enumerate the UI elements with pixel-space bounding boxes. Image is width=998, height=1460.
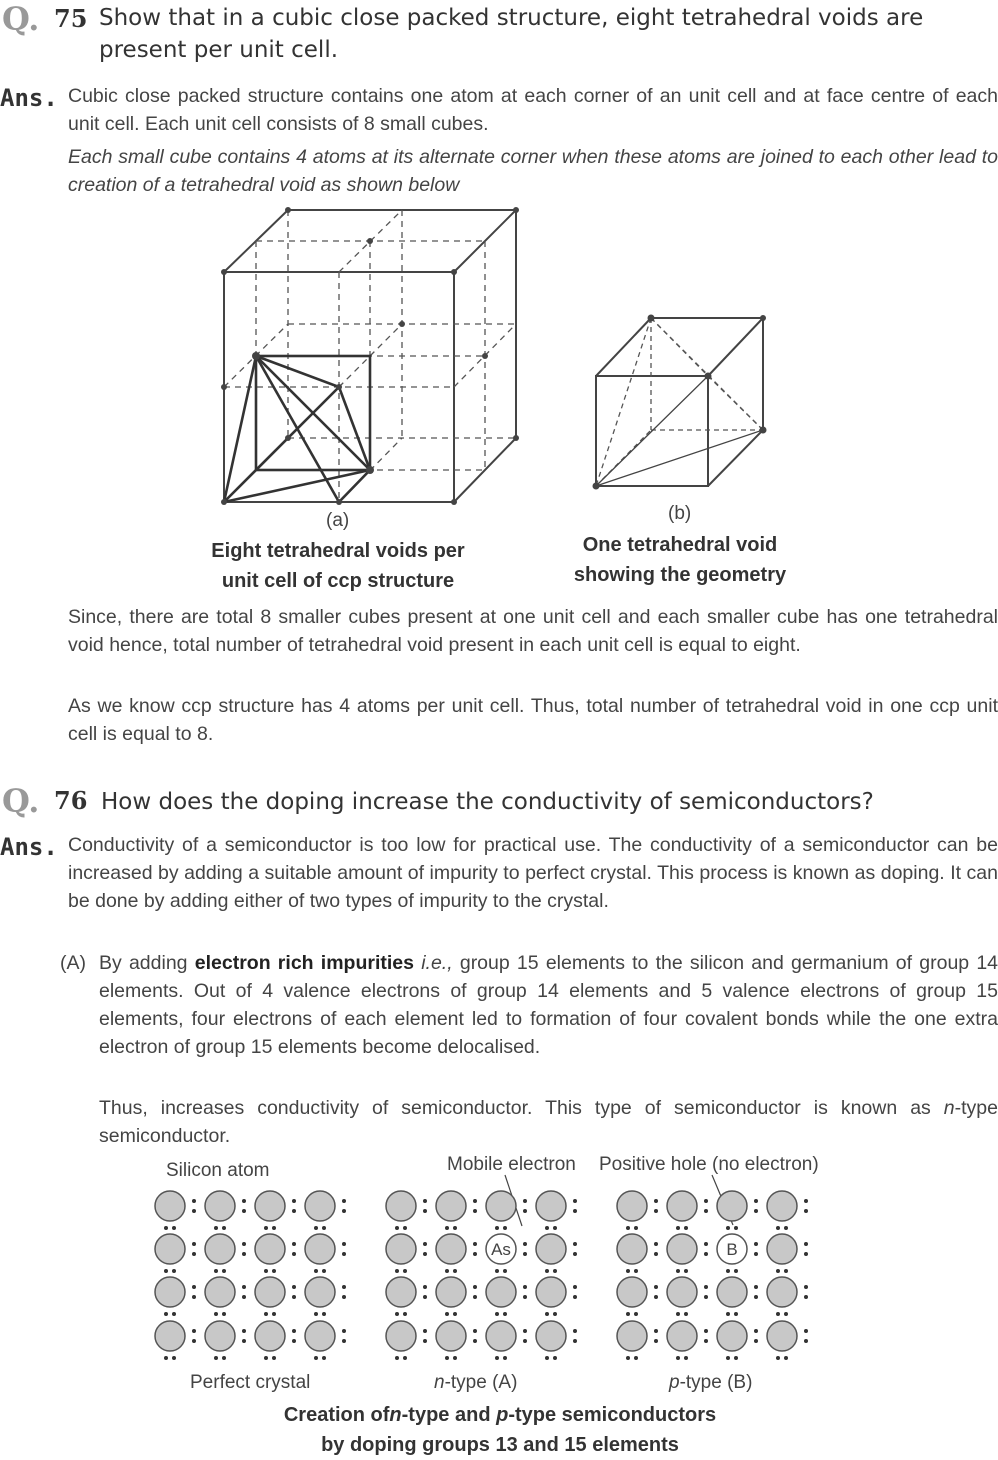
silicon-atom [255,1234,285,1264]
bond-electron [553,1269,557,1273]
silicon-atom [436,1234,466,1264]
bond-electron [704,1242,708,1246]
bond-electron [473,1329,477,1333]
bond-electron [754,1329,758,1333]
bond-electron [242,1242,246,1246]
silicon-atom [255,1277,285,1307]
bond-electron [523,1252,527,1256]
p-type-label: p-type (B) [669,1372,753,1393]
bond-electron [473,1339,477,1343]
bond-electron [322,1356,326,1360]
bond-electron [676,1269,680,1273]
bond-electron [445,1312,449,1316]
bond-electron [423,1252,427,1256]
bond-electron [784,1226,788,1230]
answer-paragraph: As we know ccp structure has 4 atoms per unit cell. Thus, total number of tetrahedral void in one ccp unit cell is equal to 8. [68,695,998,745]
bond-electron [342,1242,346,1246]
bond-electron [242,1209,246,1213]
bond-electron [242,1252,246,1256]
bond-electron [395,1269,399,1273]
silicon-atom [617,1321,647,1351]
bond-electron [523,1295,527,1299]
bond-electron [272,1226,276,1230]
bond-electron [192,1242,196,1246]
silicon-atom [205,1234,235,1264]
bond-electron [784,1269,788,1273]
bond-electron [395,1312,399,1316]
bond-electron [503,1356,507,1360]
bond-electron [423,1329,427,1333]
bond-electron [322,1312,326,1316]
figure-b-label: (b) [668,503,692,524]
silicon-atom [617,1191,647,1221]
bond-electron [784,1312,788,1316]
bond-electron [654,1252,658,1256]
bond-electron [292,1199,296,1203]
bond-electron [473,1242,477,1246]
silicon-atom [386,1234,416,1264]
silicon-atom [305,1321,335,1351]
bond-electron [553,1226,557,1230]
bond-electron [804,1295,808,1299]
bond-electron [626,1226,630,1230]
bond-electron [172,1356,176,1360]
bond-electron [776,1226,780,1230]
answer-paragraph: Conductivity of a semiconductor is too low for practical use. The conductivity of a semiconductor can be increased by adding a suitable amount of impurity to perfect crystal. This process is known as doping. It can be done by adding either of two types of impurity to the crystal. [68,834,998,912]
bond-electron [272,1356,276,1360]
bond-electron [523,1242,527,1246]
list-item-a-text: By adding electron rich impurities i.e., group 15 elements to the silicon and germanium of group 14 elements. Out of 4 valence electrons of group 14 elements and 5 valence electrons of group 15 elements, four electrons of each element led to formation of four covalent bonds while the one extra electron of group 15 elements become delocalised. [99,952,998,1058]
figure-a-label: (a) [326,510,350,531]
question-text: How does the doping increase the conductivity of semiconductors? [101,789,874,815]
silicon-atom [205,1191,235,1221]
bond-electron [445,1269,449,1273]
bond-electron [214,1226,218,1230]
bond-electron [804,1209,808,1213]
silicon-atom [536,1191,566,1221]
bond-electron [754,1285,758,1289]
bond-electron [654,1242,658,1246]
silicon-atom [305,1191,335,1221]
bond-electron [445,1226,449,1230]
tetrahedral-void-diagram [585,310,775,495]
bond-electron [523,1285,527,1289]
bond-electron [342,1199,346,1203]
silicon-atom [667,1234,697,1264]
bond-electron [342,1209,346,1213]
bond-electron [704,1209,708,1213]
bond-electron [264,1226,268,1230]
question-marker: Q. [2,0,40,38]
bond-electron [634,1356,638,1360]
ccp-unit-cell-diagram [200,195,540,515]
bond-electron [222,1226,226,1230]
bond-electron [395,1226,399,1230]
bond-electron [626,1269,630,1273]
silicon-atom [436,1277,466,1307]
bond-electron [676,1226,680,1230]
bond-electron [626,1356,630,1360]
bond-electron [804,1199,808,1203]
bond-electron [804,1285,808,1289]
silicon-atom [386,1277,416,1307]
bond-electron [192,1339,196,1343]
question-marker: Q. [2,782,40,820]
silicon-atom-label: Silicon atom [166,1160,270,1181]
bond-electron [784,1356,788,1360]
dopant-symbol: B [726,1240,738,1259]
bond-electron [684,1269,688,1273]
silicon-atom [767,1191,797,1221]
silicon-atom [386,1191,416,1221]
bond-electron [473,1199,477,1203]
bond-electron [704,1252,708,1256]
bond-electron [342,1295,346,1299]
bond-electron [684,1226,688,1230]
bond-electron [423,1339,427,1343]
bond-electron [164,1356,168,1360]
bond-electron [573,1252,577,1256]
bond-electron [545,1356,549,1360]
bond-electron [192,1329,196,1333]
question-number: 76 [54,786,88,815]
bond-electron [322,1269,326,1273]
silicon-atom [536,1277,566,1307]
bond-electron [423,1295,427,1299]
bond-electron [523,1329,527,1333]
bond-electron [726,1226,730,1230]
silicon-atom [617,1234,647,1264]
bond-electron [445,1356,449,1360]
bond-electron [222,1269,226,1273]
bond-electron [214,1269,218,1273]
bond-electron [634,1269,638,1273]
bond-electron [495,1226,499,1230]
bond-electron [342,1329,346,1333]
bond-electron [726,1356,730,1360]
bond-electron [553,1312,557,1316]
silicon-atom [255,1191,285,1221]
bond-electron [495,1356,499,1360]
bond-electron [634,1226,638,1230]
bond-electron [573,1285,577,1289]
silicon-atom [155,1321,185,1351]
bond-electron [292,1252,296,1256]
bond-electron [804,1339,808,1343]
answer-label: Ans. [0,833,58,861]
silicon-atom [536,1321,566,1351]
silicon-atom [155,1277,185,1307]
bond-electron [503,1226,507,1230]
bond-electron [573,1242,577,1246]
bond-electron [403,1226,407,1230]
bond-electron [634,1312,638,1316]
bond-electron [314,1356,318,1360]
bond-electron [222,1356,226,1360]
bond-electron [573,1295,577,1299]
bond-electron [754,1252,758,1256]
bond-electron [423,1209,427,1213]
answer-paragraph: Since, there are total 8 smaller cubes present at one unit cell and each smaller cube has one tetrahedral void hence, total number of tetrahedral void present in each unit cell is equal to eight. [68,606,998,656]
silicon-atom [767,1321,797,1351]
silicon-atom [767,1234,797,1264]
bond-electron [242,1339,246,1343]
bond-electron [804,1329,808,1333]
bond-electron [734,1356,738,1360]
silicon-atom [205,1321,235,1351]
bond-electron [423,1285,427,1289]
bond-electron [573,1339,577,1343]
answer-paragraph-italic: Each small cube contains 4 atoms at its alternate corner when these atoms are joined to each other lead to creation of a tetrahedral void as shown below [68,146,998,196]
bond-electron [292,1285,296,1289]
bond-electron [704,1199,708,1203]
answer-paragraph: Cubic close packed structure contains one atom at each corner of an unit cell and at face centre of each unit cell. Each unit cell consists of 8 small cubes. [68,85,998,135]
bond-electron [192,1199,196,1203]
bond-electron [754,1199,758,1203]
bond-electron [545,1226,549,1230]
bond-electron [453,1269,457,1273]
bond-electron [754,1339,758,1343]
list-item-a-paragraph: Thus, increases conductivity of semiconductor. This type of semiconductor is known as n-type semiconductor. [99,1097,998,1147]
bond-electron [314,1269,318,1273]
bond-electron [726,1269,730,1273]
bond-electron [264,1356,268,1360]
silicon-atom [767,1277,797,1307]
bond-electron [403,1312,407,1316]
silicon-atom [486,1321,516,1351]
silicon-atom [305,1277,335,1307]
bond-electron [264,1269,268,1273]
bond-electron [423,1199,427,1203]
bond-electron [495,1269,499,1273]
bond-electron [503,1312,507,1316]
silicon-atom [386,1321,416,1351]
figure-caption: Creation ofn-type and p-type semiconductors by doping groups 13 and 15 elements [283,1404,717,1456]
bond-electron [292,1295,296,1299]
bond-electron [495,1312,499,1316]
figure-b-caption: One tetrahedral void showing the geometry [573,534,787,586]
bond-electron [172,1312,176,1316]
silicon-atom [305,1234,335,1264]
bond-electron [776,1356,780,1360]
bond-electron [342,1252,346,1256]
bond-electron [654,1295,658,1299]
positive-hole-label: Positive hole (no electron) [599,1154,819,1175]
bond-electron [734,1312,738,1316]
bond-electron [754,1242,758,1246]
bond-electron [684,1356,688,1360]
silicon-atom [536,1234,566,1264]
bond-electron [503,1269,507,1273]
n-type-label: n-type (A) [434,1372,518,1393]
bond-electron [545,1269,549,1273]
bond-electron [222,1312,226,1316]
bond-electron [403,1269,407,1273]
silicon-atom [667,1321,697,1351]
bond-electron [423,1242,427,1246]
bond-electron [292,1329,296,1333]
bond-electron [704,1295,708,1299]
bond-electron [314,1226,318,1230]
bond-electron [573,1209,577,1213]
bond-electron [523,1199,527,1203]
bond-electron [453,1312,457,1316]
bond-electron [264,1312,268,1316]
bond-electron [214,1356,218,1360]
silicon-atom [667,1277,697,1307]
bond-electron [473,1295,477,1299]
bond-electron [776,1269,780,1273]
silicon-atom [717,1321,747,1351]
bond-electron [192,1252,196,1256]
silicon-atom [486,1191,516,1221]
bond-electron [242,1285,246,1289]
bond-electron [164,1312,168,1316]
bond-electron [654,1339,658,1343]
bond-electron [164,1226,168,1230]
bond-electron [754,1295,758,1299]
question-text: Show that in a cubic close packed structure, eight tetrahedral voids are present per unit cell. [99,5,924,63]
list-item-marker: (A) [60,952,86,974]
bond-electron [654,1329,658,1333]
bond-electron [573,1199,577,1203]
bond-electron [545,1312,549,1316]
bond-electron [292,1339,296,1343]
bond-electron [734,1269,738,1273]
bond-electron [804,1242,808,1246]
bond-electron [342,1285,346,1289]
bond-electron [164,1269,168,1273]
bond-electron [395,1356,399,1360]
bond-electron [403,1356,407,1360]
silicon-atom [617,1277,647,1307]
bond-electron [626,1312,630,1316]
question-number: 75 [54,4,88,33]
bond-electron [192,1295,196,1299]
bond-electron [292,1209,296,1213]
semiconductor-lattice-diagram [140,1148,860,1398]
bond-electron [342,1339,346,1343]
silicon-atom [486,1277,516,1307]
bond-electron [192,1285,196,1289]
silicon-atom [436,1191,466,1221]
bond-electron [172,1226,176,1230]
silicon-atom [205,1277,235,1307]
silicon-atom [155,1234,185,1264]
bond-electron [704,1285,708,1289]
bond-electron [242,1199,246,1203]
bond-electron [676,1312,680,1316]
bond-electron [553,1356,557,1360]
bond-electron [704,1329,708,1333]
bond-electron [573,1329,577,1333]
bond-electron [172,1269,176,1273]
bond-electron [654,1209,658,1213]
bond-electron [292,1242,296,1246]
bond-electron [473,1285,477,1289]
silicon-atom [667,1191,697,1221]
silicon-atom [255,1321,285,1351]
bond-electron [754,1209,758,1213]
bond-electron [242,1295,246,1299]
bond-electron [726,1312,730,1316]
silicon-atom [717,1191,747,1221]
bond-electron [473,1209,477,1213]
bond-electron [676,1356,680,1360]
bond-electron [453,1226,457,1230]
silicon-atom [436,1321,466,1351]
bond-electron [214,1312,218,1316]
bond-electron [242,1329,246,1333]
bond-electron [523,1209,527,1213]
bond-electron [654,1199,658,1203]
mobile-electron-label: Mobile electron [447,1154,576,1175]
bond-electron [654,1285,658,1289]
bond-electron [684,1312,688,1316]
bond-electron [704,1339,708,1343]
bond-electron [776,1312,780,1316]
bond-electron [734,1226,738,1230]
bond-electron [804,1252,808,1256]
dopant-symbol: As [491,1240,511,1259]
silicon-atom [717,1277,747,1307]
bond-electron [272,1312,276,1316]
bond-electron [192,1209,196,1213]
perfect-crystal-label: Perfect crystal [190,1372,311,1393]
bond-electron [272,1269,276,1273]
answer-label: Ans. [0,84,58,112]
bond-electron [523,1339,527,1343]
bond-electron [453,1356,457,1360]
bond-electron [322,1226,326,1230]
figure-a-caption: Eight tetrahedral voids per unit cell of ccp structure [211,540,465,592]
bond-electron [473,1252,477,1256]
bond-electron [314,1312,318,1316]
silicon-atom [155,1191,185,1221]
